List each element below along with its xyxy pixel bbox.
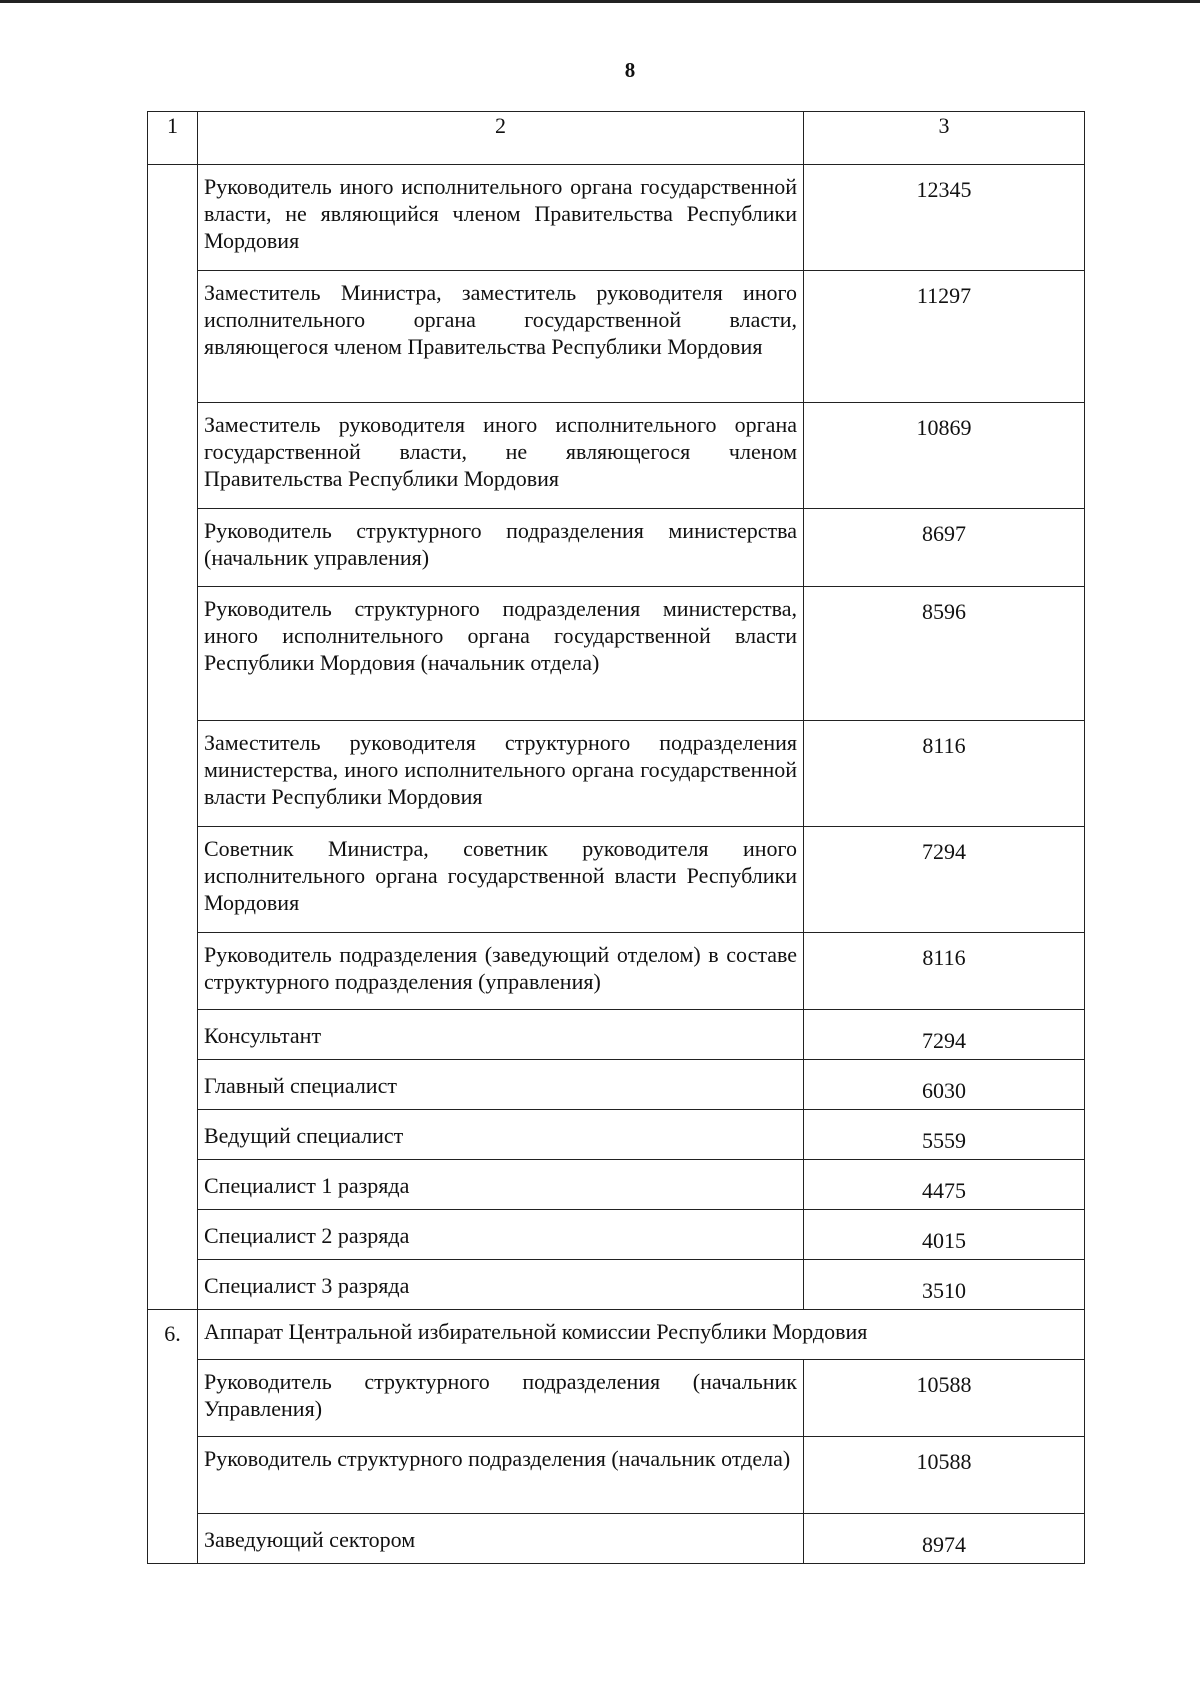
salary-value: 6030: [804, 1060, 1085, 1110]
table-row: [148, 1360, 1085, 1437]
table-row: [148, 1110, 1085, 1160]
table-header-row: [148, 112, 1085, 165]
table-row: [148, 1514, 1085, 1564]
salary-value: 7294: [804, 1010, 1085, 1060]
position-name: Заведующий сектором: [198, 1514, 804, 1564]
table-row: [148, 271, 1085, 403]
table-row: [148, 1210, 1085, 1260]
table-row: [148, 933, 1085, 1010]
table-row: [148, 1060, 1085, 1110]
table-row: [148, 165, 1085, 271]
position-name: Советник Министра, советник руководителя иного исполнительного органа государственной власти Республики Мордовия: [198, 827, 804, 933]
position-name: Специалист 1 разряда: [198, 1160, 804, 1210]
table-row: [148, 587, 1085, 721]
position-name: Специалист 2 разряда: [198, 1210, 804, 1260]
salary-value: 8116: [804, 721, 1085, 827]
table-row: [148, 827, 1085, 933]
position-name: Специалист 3 разряда: [198, 1260, 804, 1310]
salary-value: 10588: [804, 1360, 1085, 1437]
header-col-2: 2: [198, 112, 804, 165]
salary-value: 4015: [804, 1210, 1085, 1260]
table-row: [148, 1260, 1085, 1310]
position-name: Руководитель подразделения (заведующий отделом) в составе структурного подразделения (управления): [198, 933, 804, 1010]
salary-value: 7294: [804, 827, 1085, 933]
table-row: [148, 509, 1085, 587]
position-name: Заместитель Министра, заместитель руководителя иного исполнительного органа государственной власти, являющегося членом Правительства Республики Мордовия: [198, 271, 804, 403]
position-name: Заместитель руководителя иного исполнительного органа государственной власти, не являющегося членом Правительства Республики Мордовия: [198, 403, 804, 509]
salary-value: 8116: [804, 933, 1085, 1010]
position-name: Консультант: [198, 1010, 804, 1060]
table-row: [148, 1010, 1085, 1060]
salary-value: 4475: [804, 1160, 1085, 1210]
header-col-3: 3: [804, 112, 1085, 165]
salary-value: 10588: [804, 1437, 1085, 1514]
position-name: Руководитель структурного подразделения министерства, иного исполнительного органа государственной власти Республики Мордовия (начальник отдела): [198, 587, 804, 721]
salary-value: 10869: [804, 403, 1085, 509]
salary-value: 8697: [804, 509, 1085, 587]
position-name: Руководитель структурного подразделения министерства (начальник управления): [198, 509, 804, 587]
page-number: 8: [624, 58, 636, 82]
table-row: [148, 1437, 1085, 1514]
salary-table: [147, 111, 1085, 1564]
position-name: Заместитель руководителя структурного подразделения министерства, иного исполнительного органа государственной власти Республики Мордовия: [198, 721, 804, 827]
salary-value: 12345: [804, 165, 1085, 271]
position-name: Ведущий специалист: [198, 1110, 804, 1160]
position-name: Руководитель иного исполнительного органа государственной власти, не являющийся членом Правительства Республики Мордовия: [198, 165, 804, 271]
section-number: 6.: [148, 1310, 198, 1564]
top-border-line: [0, 0, 1200, 3]
position-name: Главный специалист: [198, 1060, 804, 1110]
table-row: [148, 721, 1085, 827]
position-name: Руководитель структурного подразделения (начальник отдела): [198, 1437, 804, 1514]
section-number-cell: [148, 165, 198, 1310]
salary-value: 3510: [804, 1260, 1085, 1310]
position-name: Руководитель структурного подразделения (начальник Управления): [198, 1360, 804, 1437]
salary-value: 5559: [804, 1110, 1085, 1160]
salary-value: 8974: [804, 1514, 1085, 1564]
header-col-1: 1: [148, 112, 198, 165]
table-row: [148, 1160, 1085, 1210]
table-row: [148, 403, 1085, 509]
salary-value: 8596: [804, 587, 1085, 721]
section-title-row: [148, 1310, 1085, 1360]
section-title: Аппарат Центральной избирательной комиссии Республики Мордовия: [198, 1310, 1085, 1360]
salary-value: 11297: [804, 271, 1085, 403]
